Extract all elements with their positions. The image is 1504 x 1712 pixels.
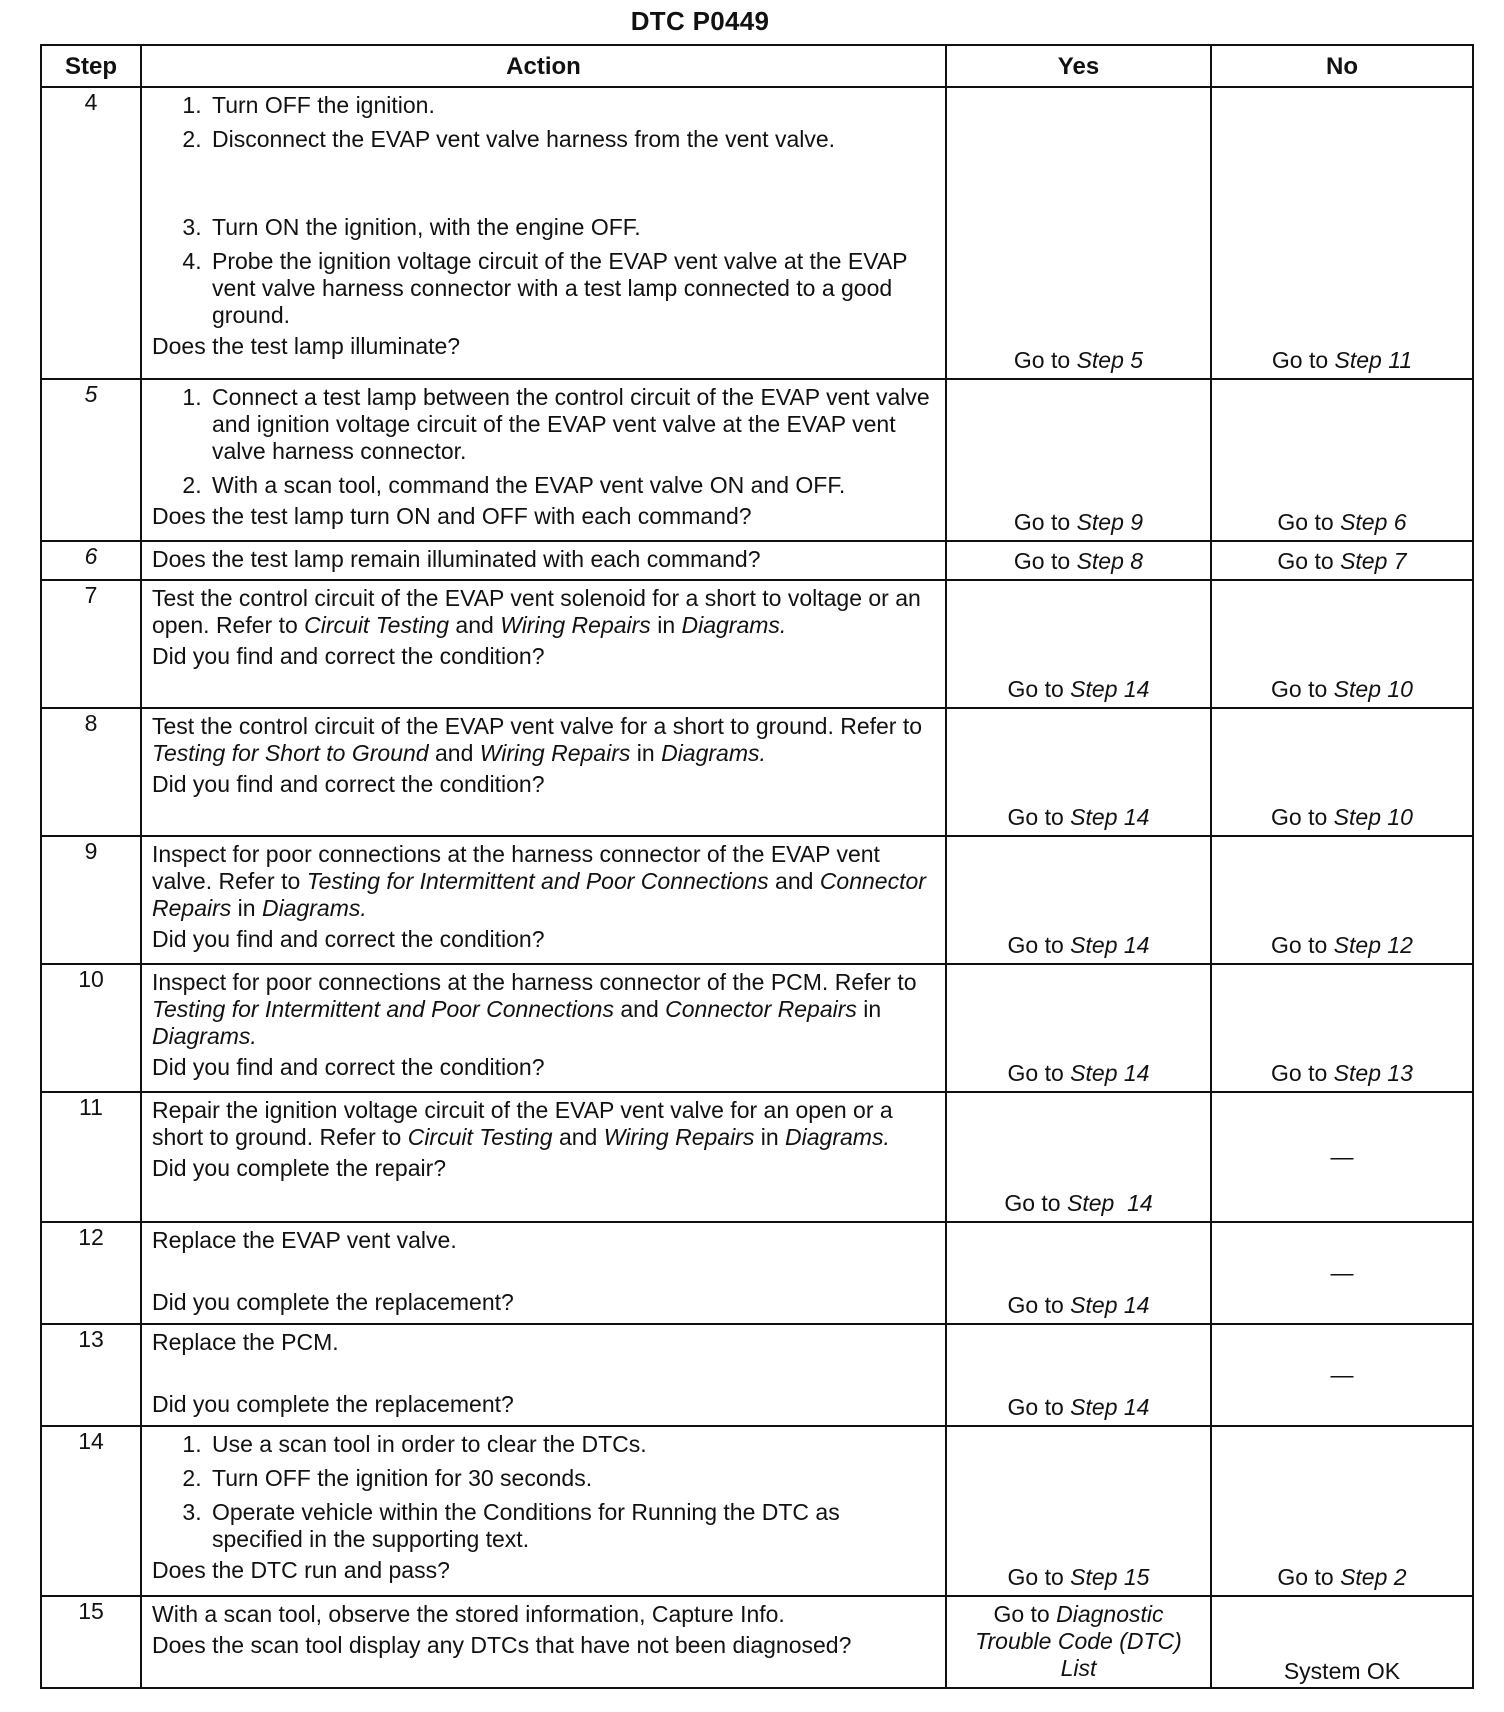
step-ref: Step 7: [1340, 548, 1407, 574]
go-to-text: Go to: [1271, 1060, 1328, 1086]
step-ref: Step 6: [1340, 509, 1407, 535]
page-title: DTC P0449: [630, 6, 770, 36]
no-link[interactable]: [1212, 509, 1472, 536]
action-list: [152, 384, 931, 499]
action-cell: [141, 379, 946, 541]
step-ref: Step 11: [1334, 347, 1413, 373]
go-to-text: Go to: [1271, 347, 1329, 373]
go-to-text: Go to: [1277, 548, 1334, 574]
dtc-list-ref: List: [1060, 1655, 1097, 1681]
yes-link[interactable]: [947, 548, 1210, 575]
action-text: Inspect for poor connections at the harness connector of the EVAP vent valve. Refer to Testing for Intermittent and Poor Connections and Connector Repairs in Diagrams.: [152, 841, 926, 921]
table-row: [41, 580, 1473, 708]
yes-cell: [946, 580, 1211, 708]
system-ok-text: System OK: [1283, 1658, 1401, 1684]
action-text: Test the control circuit of the EVAP vent solenoid for a short to voltage or an open. Refer to Circuit Testing and Wiring Repairs in Diagrams.: [152, 585, 921, 638]
action-text: Inspect for poor connections at the harness connector of the PCM. Refer to Testing for Intermittent and Poor Connections and Connector Repairs in Diagrams.: [152, 969, 917, 1049]
reference-link: Diagrams.: [152, 1023, 257, 1049]
reference-link: Circuit Testing: [304, 612, 450, 638]
step-ref: Step 5: [1076, 347, 1144, 373]
step-ref: Step 13: [1333, 1060, 1413, 1086]
go-to-text: Go to: [1013, 548, 1071, 574]
table-row: [41, 1426, 1473, 1596]
action-cell: [141, 1426, 946, 1596]
action-text: Replace the PCM.: [152, 1329, 339, 1355]
question: Did you complete the repair?: [152, 1155, 447, 1181]
question: Did you complete the replacement?: [152, 1391, 514, 1417]
step-number: 13: [41, 1324, 141, 1426]
question: Did you find and correct the condition?: [152, 771, 545, 797]
table-row: [41, 379, 1473, 541]
action-item: 1. Turn OFF the ignition.: [208, 92, 931, 119]
yes-cell: [946, 1596, 1211, 1688]
step-ref: Step 14: [1070, 1292, 1150, 1318]
step-number: 15: [41, 1596, 141, 1688]
reference-link: Connector Repairs: [665, 996, 857, 1022]
no-cell: [1211, 580, 1473, 708]
question: Does the scan tool display any DTCs that have not been diagnosed?: [152, 1632, 852, 1658]
dtc-list-ref: Diagnostic: [1056, 1601, 1164, 1627]
yes-link[interactable]: [947, 1190, 1210, 1217]
reference-link: Testing for Intermittent and Poor Connections: [306, 868, 769, 894]
action-item: 2. With a scan tool, command the EVAP vent valve ON and OFF.: [208, 472, 931, 499]
step-number: 7: [41, 580, 141, 708]
action-list: [152, 1431, 931, 1553]
no-cell: [1211, 541, 1473, 580]
action-cell: [141, 836, 946, 964]
action-text: With a scan tool, observe the stored information, Capture Info.: [152, 1601, 785, 1627]
table-row: [41, 708, 1473, 836]
yes-cell: [946, 1324, 1211, 1426]
step-number: 5: [41, 379, 141, 541]
action-cell: [141, 708, 946, 836]
step-number: 9: [41, 836, 141, 964]
step-number: 4: [41, 87, 141, 379]
step-number: 8: [41, 708, 141, 836]
reference-link: Circuit Testing: [407, 1124, 553, 1150]
action-item: 2. Disconnect the EVAP vent valve harness from the vent valve.: [208, 126, 931, 153]
table-row: [41, 87, 1473, 379]
yes-link[interactable]: [947, 1394, 1210, 1421]
no-cell: [1211, 1092, 1473, 1222]
yes-cell: [946, 1222, 1211, 1324]
question: Did you find and correct the condition?: [152, 926, 545, 952]
step-number: 10: [41, 964, 141, 1092]
action-cell: [141, 541, 946, 580]
yes-cell: [946, 1426, 1211, 1596]
action-text: Replace the EVAP vent valve.: [152, 1227, 457, 1253]
yes-link[interactable]: [947, 1060, 1210, 1087]
question: Does the test lamp illuminate?: [152, 333, 461, 359]
question: Does the test lamp remain illuminated with each command?: [152, 546, 761, 572]
table-row: [41, 836, 1473, 964]
step-ref: Step 14: [1070, 1060, 1150, 1086]
go-to-text: Go to: [1013, 347, 1071, 373]
no-cell: [1211, 379, 1473, 541]
no-link[interactable]: [1212, 1060, 1472, 1087]
go-to-text: Go to: [1013, 509, 1071, 535]
action-cell: [141, 1324, 946, 1426]
yes-cell: [946, 379, 1211, 541]
diagnostic-table: [40, 44, 1474, 1689]
no-link[interactable]: [1212, 1564, 1472, 1591]
step-ref: Step 2: [1340, 1564, 1407, 1590]
header-row: [41, 45, 1473, 87]
no-dash: —: [1330, 1361, 1354, 1388]
question: Does the test lamp turn ON and OFF with each command?: [152, 503, 752, 529]
reference-link: Testing for Intermittent and Poor Connections: [152, 996, 614, 1022]
step-ref: Step 14: [1070, 1394, 1150, 1420]
table-row: [41, 1222, 1473, 1324]
go-to-text: Go to: [1007, 1394, 1064, 1420]
yes-link[interactable]: [947, 509, 1210, 536]
no-cell: [1211, 1222, 1473, 1324]
header-no: No: [1211, 45, 1473, 87]
go-to-text: Go to: [1277, 509, 1334, 535]
yes-link[interactable]: [947, 1564, 1210, 1591]
action-item: 3. Turn ON the ignition, with the engine OFF.: [208, 214, 931, 241]
question: Did you find and correct the condition?: [152, 643, 545, 669]
action-cell: [141, 580, 946, 708]
step-number: 11: [41, 1092, 141, 1222]
action-cell: [141, 1596, 946, 1688]
reference-link: Wiring Repairs: [500, 612, 651, 638]
header-action: Action: [141, 45, 946, 87]
reference-link: Wiring Repairs: [479, 740, 631, 766]
reference-link: Diagrams.: [661, 740, 766, 766]
action-item: 1. Use a scan tool in order to clear the DTCs.: [208, 1431, 931, 1458]
step-ref: Step 8: [1076, 548, 1144, 574]
step-ref: Step 10: [1333, 804, 1413, 830]
action-item: 4. Probe the ignition voltage circuit of the EVAP vent valve at the EVAP vent valve harness connector with a test lamp connected to a good ground.: [208, 248, 931, 329]
header-yes: Yes: [946, 45, 1211, 87]
reference-link: Connector Repairs: [152, 868, 926, 921]
step-number: 14: [41, 1426, 141, 1596]
question: Did you complete the replacement?: [152, 1289, 514, 1315]
step-ref: Step 14: [1070, 676, 1150, 702]
action-text: Repair the ignition voltage circuit of the EVAP vent valve for an open or a short to ground. Refer to Circuit Testing and Wiring Repairs in Diagrams.: [152, 1097, 893, 1150]
reference-link: Wiring Repairs: [603, 1124, 755, 1150]
no-cell: [1211, 1596, 1473, 1688]
no-link[interactable]: [1212, 548, 1472, 575]
go-to-text: Go to: [1004, 1190, 1061, 1216]
no-cell: [1211, 1324, 1473, 1426]
go-to-text: Go to: [1007, 1292, 1064, 1318]
action-item: 2. Turn OFF the ignition for 30 seconds.: [208, 1465, 931, 1492]
no-link[interactable]: [1212, 347, 1472, 374]
table-row: [41, 1092, 1473, 1222]
step-number: 6: [41, 541, 141, 580]
table-row: [41, 964, 1473, 1092]
go-to-text: Go to: [1007, 932, 1064, 958]
yes-cell: [946, 708, 1211, 836]
table-row: [41, 1324, 1473, 1426]
no-link[interactable]: [1212, 676, 1472, 703]
yes-cell: [946, 541, 1211, 580]
go-to-text: Go to: [1271, 676, 1328, 702]
action-item: 3. Operate vehicle within the Conditions for Running the DTC as specified in the supporting text.: [208, 1499, 931, 1553]
no-cell: [1211, 1426, 1473, 1596]
yes-link[interactable]: [947, 1601, 1210, 1682]
go-to-text: Go to: [993, 1601, 1050, 1627]
reference-link: Diagrams.: [785, 1124, 890, 1150]
yes-link[interactable]: [947, 804, 1210, 831]
yes-cell: [946, 1092, 1211, 1222]
no-cell: [1211, 87, 1473, 379]
spacer: [208, 160, 931, 214]
go-to-text: Go to: [1271, 932, 1328, 958]
step-ref: Step 9: [1076, 509, 1144, 535]
step-ref: Step 12: [1333, 932, 1413, 958]
yes-cell: [946, 87, 1211, 379]
question: Does the DTC run and pass?: [152, 1557, 450, 1583]
yes-link[interactable]: [947, 676, 1210, 703]
step-number: 12: [41, 1222, 141, 1324]
yes-link[interactable]: [947, 1292, 1210, 1319]
go-to-text: Go to: [1007, 1564, 1064, 1590]
go-to-text: Go to: [1271, 804, 1328, 830]
action-cell: [141, 1092, 946, 1222]
action-list: [152, 92, 931, 329]
yes-link[interactable]: [947, 932, 1210, 959]
table-row: [41, 1596, 1473, 1688]
action-item: 1. Connect a test lamp between the control circuit of the EVAP vent valve and ignition voltage circuit of the EVAP vent valve at the EVAP vent valve harness connector.: [208, 384, 931, 465]
no-link[interactable]: [1212, 932, 1472, 959]
action-cell: [141, 87, 946, 379]
no-link[interactable]: [1212, 804, 1472, 831]
no-cell: [1211, 964, 1473, 1092]
header-step: Step: [41, 45, 141, 87]
yes-link[interactable]: [947, 347, 1210, 374]
question: Did you find and correct the condition?: [152, 1054, 545, 1080]
action-cell: [141, 964, 946, 1092]
go-to-text: Go to: [1007, 804, 1064, 830]
dtc-list-ref: Trouble Code (DTC): [975, 1628, 1182, 1654]
step-ref: Step 14: [1070, 932, 1150, 958]
go-to-text: Go to: [1007, 1060, 1064, 1086]
go-to-text: Go to: [1277, 1564, 1334, 1590]
action-text: Test the control circuit of the EVAP vent valve for a short to ground. Refer to Testing for Short to Ground and Wiring Repairs in Diagrams.: [152, 713, 923, 766]
yes-cell: [946, 836, 1211, 964]
yes-cell: [946, 964, 1211, 1092]
step-ref: Step 14: [1070, 804, 1150, 830]
reference-link: Testing for Short to Ground: [152, 740, 429, 766]
reference-link: Diagrams.: [261, 895, 367, 921]
step-ref: Step 14: [1066, 1190, 1153, 1216]
no-dash: —: [1330, 1143, 1354, 1170]
step-ref: Step 10: [1333, 676, 1413, 702]
action-cell: [141, 1222, 946, 1324]
no-cell: [1211, 708, 1473, 836]
no-dash: —: [1330, 1259, 1354, 1286]
step-ref: Step 15: [1070, 1564, 1150, 1590]
no-cell: [1211, 836, 1473, 964]
table-row: [41, 541, 1473, 580]
reference-link: Diagrams.: [681, 612, 787, 638]
go-to-text: Go to: [1007, 676, 1064, 702]
